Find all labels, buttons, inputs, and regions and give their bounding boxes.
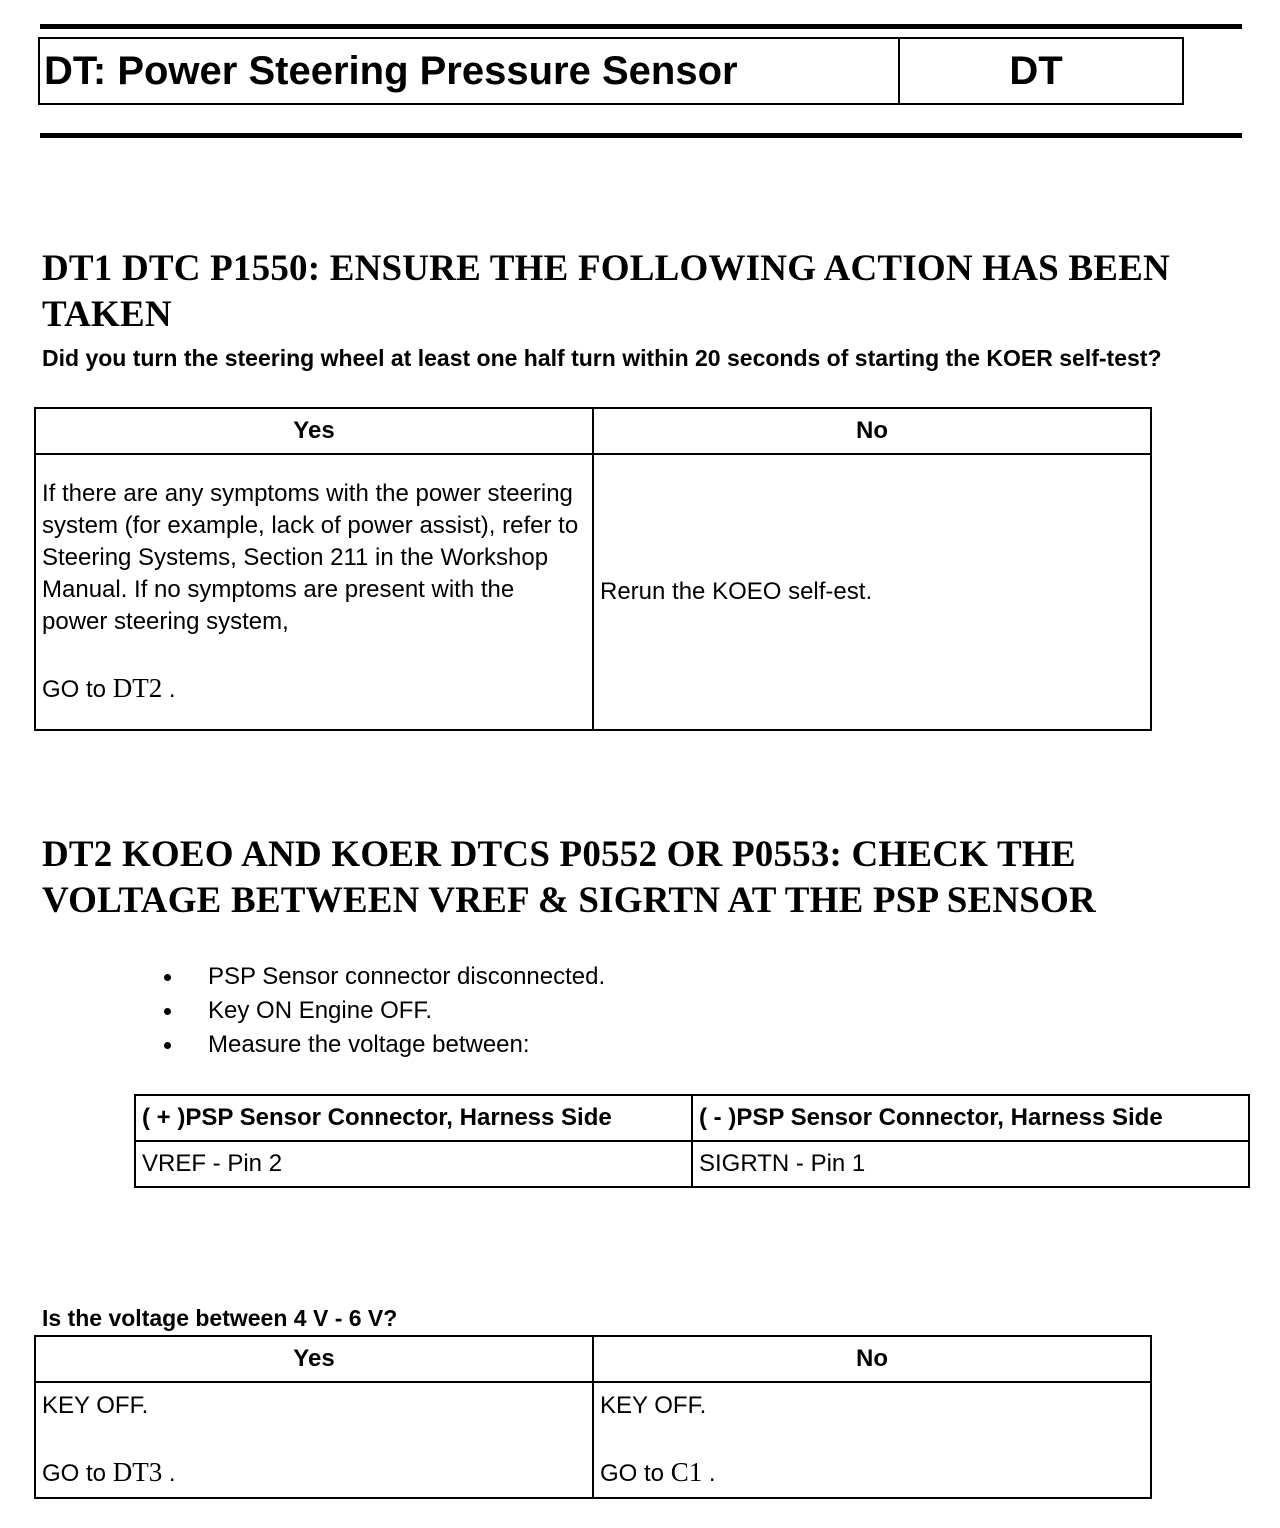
list-item: Key ON Engine OFF. bbox=[150, 994, 605, 1028]
go-label: GO to bbox=[42, 676, 107, 703]
dt2-no-header: No bbox=[593, 1336, 1151, 1382]
dt2-steps-list bbox=[150, 960, 605, 1062]
dt2-yes-header: Yes bbox=[35, 1336, 593, 1382]
section-title: DT: Power Steering Pressure Sensor bbox=[40, 39, 900, 103]
dt2-no-cell bbox=[593, 1382, 1151, 1498]
dt2-heading: DT2 KOEO AND KOER DTCS P0552 OR P0553: CHECK THE VOLTAGE BETWEEN VREF & SIGRTN AT THE PSP SENSOR bbox=[42, 834, 1096, 921]
section-code: DT bbox=[1009, 48, 1063, 93]
dt1-yes-go: GO to DT2 . bbox=[42, 673, 176, 703]
list-item: Measure the voltage between: bbox=[150, 1028, 605, 1062]
list-item: PSP Sensor connector disconnected. bbox=[150, 960, 605, 994]
dt1-yes-header: Yes bbox=[35, 408, 593, 454]
bottom-rule bbox=[40, 133, 1242, 138]
dt2-yes-cell bbox=[35, 1382, 593, 1498]
dt2-yes-text: KEY OFF. bbox=[42, 1392, 149, 1419]
negative-probe-header: ( - )PSP Sensor Connector, Harness Side bbox=[692, 1095, 1249, 1141]
dt2-yes-go: GO to DT3 . bbox=[42, 1457, 176, 1487]
go-label: GO to bbox=[600, 1460, 665, 1487]
dt1-decision-table bbox=[34, 407, 1152, 731]
dt1-no-cell: Rerun the KOEO self-est. bbox=[593, 454, 1151, 730]
go-link-dt3[interactable]: DT3 bbox=[112, 1457, 163, 1487]
dt1-no-header: No bbox=[593, 408, 1151, 454]
positive-probe-header: ( + )PSP Sensor Connector, Harness Side bbox=[135, 1095, 692, 1141]
measurement-table bbox=[134, 1094, 1250, 1188]
dt1-yes-cell bbox=[35, 454, 593, 730]
dt2-no-text: KEY OFF. bbox=[600, 1392, 707, 1419]
dt2-question: Is the voltage between 4 V - 6 V? bbox=[42, 1305, 398, 1331]
positive-probe-value: VREF - Pin 2 bbox=[135, 1141, 692, 1187]
dt1-question: Did you turn the steering wheel at least one half turn within 20 seconds of starting the KOER self-test? bbox=[42, 345, 1162, 371]
go-link-c1[interactable]: C1 bbox=[670, 1457, 703, 1487]
dt1-heading: DT1 DTC P1550: ENSURE THE FOLLOWING ACTION HAS BEEN TAKEN bbox=[42, 248, 1170, 335]
section-title-box bbox=[38, 37, 1184, 105]
go-link-dt2[interactable]: DT2 bbox=[112, 673, 163, 703]
negative-probe-value: SIGRTN - Pin 1 bbox=[692, 1141, 1249, 1187]
top-rule bbox=[40, 24, 1242, 29]
dt2-decision-table bbox=[34, 1335, 1152, 1499]
dt1-yes-text: If there are any symptoms with the power steering system (for example, lack of power assist), refer to Steering Systems, Section 211 in the Workshop Manual. If no symptoms are present with the power steering system, bbox=[42, 480, 579, 635]
go-label: GO to bbox=[42, 1460, 107, 1487]
dt2-no-go: GO to C1 . bbox=[600, 1457, 716, 1487]
